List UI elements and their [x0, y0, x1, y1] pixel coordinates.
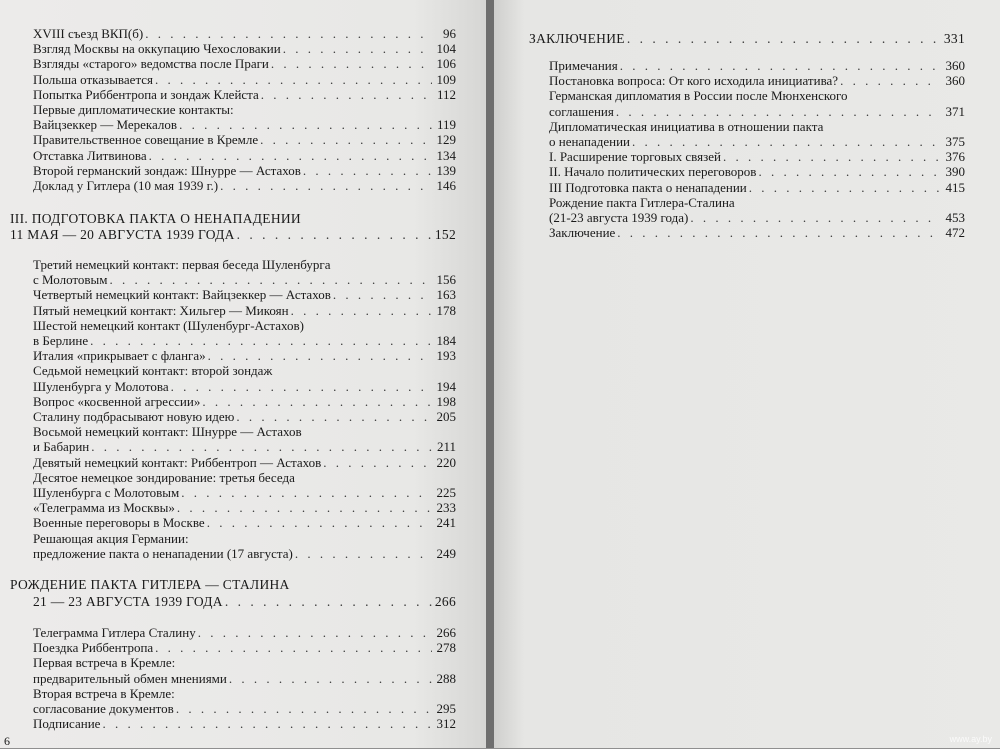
entry-page: 288: [436, 670, 456, 686]
section-heading-row: [10, 228, 456, 242]
leader-dots: [260, 133, 432, 147]
entry-title: в Берлине: [33, 333, 89, 348]
leader-dots: [261, 88, 432, 102]
leader-dots: [177, 501, 432, 515]
toc-entry: [33, 273, 456, 287]
toc-entry: [33, 334, 456, 348]
entry-title: Италия «прикрывает с фланга»: [33, 348, 206, 364]
toc-entry: [33, 304, 456, 318]
leader-dots: [181, 486, 432, 500]
leader-dots: [303, 164, 432, 178]
leader-dots: [207, 516, 432, 530]
entry-page: 184: [436, 333, 456, 348]
leader-dots: [236, 410, 432, 424]
entry-title: Четвертый немецкий контакт: Вайцзеккер — Астахов: [33, 287, 331, 303]
leader-dots: [616, 105, 941, 119]
leader-dots: [91, 440, 432, 454]
book-gutter: [486, 0, 494, 748]
toc-entry: [33, 702, 456, 716]
entry-title: ЗАКЛЮЧЕНИЕ: [529, 31, 625, 46]
entry-title: Взгляд Москвы на оккупацию Чехословакии: [33, 41, 281, 57]
leader-dots: [198, 626, 432, 640]
entry-title: Отставка Литвинова: [33, 147, 147, 163]
leader-dots: [627, 32, 941, 46]
leader-dots: [271, 57, 432, 71]
entry-title: Военные переговоры в Москве: [33, 515, 205, 531]
leader-dots: [208, 349, 432, 363]
entry-page: 156: [436, 272, 456, 288]
entry-title: о ненападении: [549, 134, 631, 149]
toc-entry: [33, 486, 456, 500]
entry-page: 211: [436, 439, 456, 455]
leader-dots: [283, 42, 432, 56]
toc-entry: [33, 672, 456, 686]
entry-title: I. Расширение торговых связей: [549, 149, 721, 165]
entry-title: Поездка Риббентропа: [33, 640, 154, 656]
toc-entry: [33, 118, 456, 132]
entry-title-line: Решающая акция Германии:: [33, 530, 189, 546]
toc-entry: [33, 641, 456, 655]
entry-title: Заключение: [549, 225, 616, 241]
leader-dots: [102, 717, 432, 731]
entry-title: соглашения: [549, 103, 614, 119]
entry-title: Шуленбурга с Молотовым: [33, 485, 180, 500]
entry-title-line: Дипломатическая инициатива в отношении пакта: [549, 118, 824, 134]
entry-title: Вопрос «косвенной агрессии»: [33, 393, 201, 409]
section-heading: РОЖДЕНИЕ ПАКТА ГИТЛЕРА — СТАЛИНА: [10, 577, 290, 592]
toc-entry: [33, 440, 456, 454]
entry-page: 360: [945, 73, 965, 89]
entry-page: 233: [436, 500, 456, 516]
toc-entry: [33, 149, 456, 163]
entry-title: с Молотовым: [33, 272, 108, 288]
toc-entry: [33, 179, 456, 193]
entry-page: 241: [436, 515, 456, 531]
entry-title: «Телеграмма из Москвы»: [33, 500, 175, 516]
leader-dots: [225, 595, 432, 609]
entry-page: 139: [436, 162, 456, 178]
entry-page: 106: [436, 56, 456, 72]
leader-dots: [295, 547, 432, 561]
entry-title: II. Начало политических переговоров: [549, 164, 757, 180]
leader-dots: [333, 288, 432, 302]
leader-dots: [323, 456, 432, 470]
leader-dots: [90, 334, 432, 348]
entry-title: Пятый немецкий контакт: Хильгер — Микоян: [33, 302, 289, 318]
entry-title: Постановка вопроса: От кого исходила инициатива?: [549, 73, 839, 89]
entry-page: 225: [436, 485, 456, 500]
entry-page: 119: [436, 117, 456, 133]
entry-page: 312: [436, 716, 456, 732]
leader-dots: [171, 380, 432, 394]
entry-page: 220: [436, 454, 456, 470]
entry-title: Второй германский зондаж: Шнурре — Астахов: [33, 162, 301, 178]
toc-entry: [549, 211, 965, 225]
entry-title-line: Германская дипломатия в России после Мюнхенского: [549, 88, 848, 104]
leader-dots: [620, 59, 941, 73]
toc-entry: [549, 59, 965, 73]
toc-entry: [33, 626, 456, 640]
entry-title-line: Восьмой немецкий контакт: Шнурре — Астахов: [33, 424, 302, 440]
toc-entry: [33, 164, 456, 178]
entry-page: 178: [436, 302, 456, 318]
toc-entry: [33, 456, 456, 470]
leader-dots: [758, 165, 941, 179]
entry-page: 146: [436, 178, 456, 193]
entry-page: 360: [945, 58, 965, 73]
entry-title: Подписание: [33, 716, 101, 732]
entry-title: и Бабарин: [33, 439, 90, 455]
entry-page: 104: [436, 41, 456, 57]
page-number: 6: [4, 734, 10, 748]
entry-page: 295: [436, 701, 456, 716]
toc-entry: [33, 410, 456, 424]
toc-entry: [549, 181, 965, 195]
entry-title-line: Десятое немецкое зондирование: третья беседа: [33, 469, 295, 485]
toc-entry: [33, 133, 456, 147]
entry-page: 278: [436, 640, 456, 656]
toc-entry: [33, 27, 456, 41]
entry-title-line: Первая встреча в Кремле:: [33, 655, 176, 671]
entry-title: Девятый немецкий контакт: Риббентроп — Астахов: [33, 454, 322, 470]
leader-dots: [149, 149, 432, 163]
toc-entry: [549, 165, 965, 179]
entry-page: 152: [434, 227, 456, 242]
leader-dots: [155, 73, 432, 87]
entry-title: Вайцзеккер — Мерекалов: [33, 117, 178, 133]
toc-entry: [549, 226, 965, 240]
entry-title: 21 — 23 АВГУСТА 1939 ГОДА: [33, 594, 223, 609]
entry-title-line: Третий немецкий контакт: первая беседа Шуленбурга: [33, 257, 331, 272]
leader-dots: [749, 181, 941, 195]
entry-page: 134: [436, 147, 456, 163]
leader-dots: [110, 273, 432, 287]
leader-dots: [291, 304, 432, 318]
entry-title: согласование документов: [33, 701, 174, 716]
entry-title: III Подготовка пакта о ненападении: [549, 179, 747, 195]
entry-title: Шуленбурга у Молотова: [33, 378, 169, 394]
entry-page: 249: [436, 545, 456, 561]
entry-title: Примечания: [549, 58, 618, 73]
entry-page: 266: [436, 625, 456, 640]
toc-entry: [549, 150, 965, 164]
watermark: www.ay.by: [949, 734, 992, 744]
entry-title: Сталину подбрасывают новую идею: [33, 409, 235, 424]
leader-dots: [179, 118, 432, 132]
toc-entry: [33, 349, 456, 363]
entry-page: 193: [436, 348, 456, 364]
entry-page: 375: [945, 134, 965, 149]
toc-entry: [33, 288, 456, 302]
entry-page: 194: [436, 378, 456, 394]
leader-dots: [632, 135, 941, 149]
toc-entry: [33, 501, 456, 515]
entry-title: Правительственное совещание в Кремле: [33, 132, 259, 148]
entry-title: 11 МАЯ — 20 АВГУСТА 1939 ГОДА: [10, 227, 235, 242]
toc-entry: [33, 88, 456, 102]
entry-page: 205: [436, 409, 456, 424]
toc-entry: [33, 395, 456, 409]
toc-entry: [33, 380, 456, 394]
entry-title: (21-23 августа 1939 года): [549, 210, 689, 225]
toc-entry: [33, 717, 456, 731]
entry-page: 453: [945, 210, 965, 225]
toc-entry: [33, 547, 456, 561]
entry-page: 112: [436, 86, 456, 102]
entry-title-line: Рождение пакта Гитлера-Сталина: [549, 194, 735, 210]
entry-page: 163: [436, 287, 456, 303]
leader-dots: [840, 74, 941, 88]
entry-title-line: Шестой немецкий контакт (Шуленбург-Астахов): [33, 317, 304, 333]
entry-page: 390: [945, 164, 965, 180]
leader-dots: [723, 150, 941, 164]
entry-page: 96: [443, 26, 456, 41]
leader-dots: [220, 179, 432, 193]
section-heading: III. ПОДГОТОВКА ПАКТА О НЕНАПАДЕНИИ: [10, 211, 301, 226]
section-heading-row: [529, 32, 965, 46]
entry-page: 371: [945, 103, 965, 119]
entry-title-line: Вторая встреча в Кремле:: [33, 685, 175, 701]
entry-page: 129: [436, 132, 456, 148]
entry-title: Телеграмма Гитлера Сталину: [33, 625, 196, 640]
entry-title: Польша отказывается: [33, 71, 154, 87]
entry-page: 198: [436, 393, 456, 409]
leader-dots: [145, 27, 432, 41]
entry-page: 376: [945, 149, 965, 165]
leader-dots: [202, 395, 432, 409]
entry-title-line: Седьмой немецкий контакт: второй зондаж: [33, 363, 273, 379]
leader-dots: [176, 702, 432, 716]
entry-title: Попытка Риббентропа и зондаж Клейста: [33, 86, 259, 102]
entry-page: 415: [945, 179, 965, 195]
toc-entry: [33, 42, 456, 56]
toc-entry: [33, 516, 456, 530]
entry-title: Доклад у Гитлера (10 мая 1939 г.): [33, 178, 219, 193]
toc-entry: [549, 135, 965, 149]
section-heading-row: [33, 595, 456, 609]
entry-title: XVIII съезд ВКП(б): [33, 26, 144, 41]
toc-entry: [33, 57, 456, 71]
entry-title: предложение пакта о ненападении (17 августа): [33, 545, 293, 561]
leader-dots: [155, 641, 432, 655]
toc-entry: [549, 105, 965, 119]
entry-page: 266: [434, 594, 456, 609]
entry-page: 109: [436, 71, 456, 87]
leader-dots: [237, 228, 432, 242]
entry-title: Взгляды «старого» ведомства после Праги: [33, 56, 269, 72]
toc-entry: [549, 74, 965, 88]
entry-page: 331: [943, 31, 965, 46]
entry-page: 472: [945, 225, 965, 241]
leader-dots: [690, 211, 941, 225]
toc-entry: [33, 73, 456, 87]
leader-dots: [229, 672, 432, 686]
leader-dots: [617, 226, 941, 240]
entry-title: предварительный обмен мнениями: [33, 670, 227, 686]
entry-title-line: Первые дипломатические контакты:: [33, 102, 234, 117]
